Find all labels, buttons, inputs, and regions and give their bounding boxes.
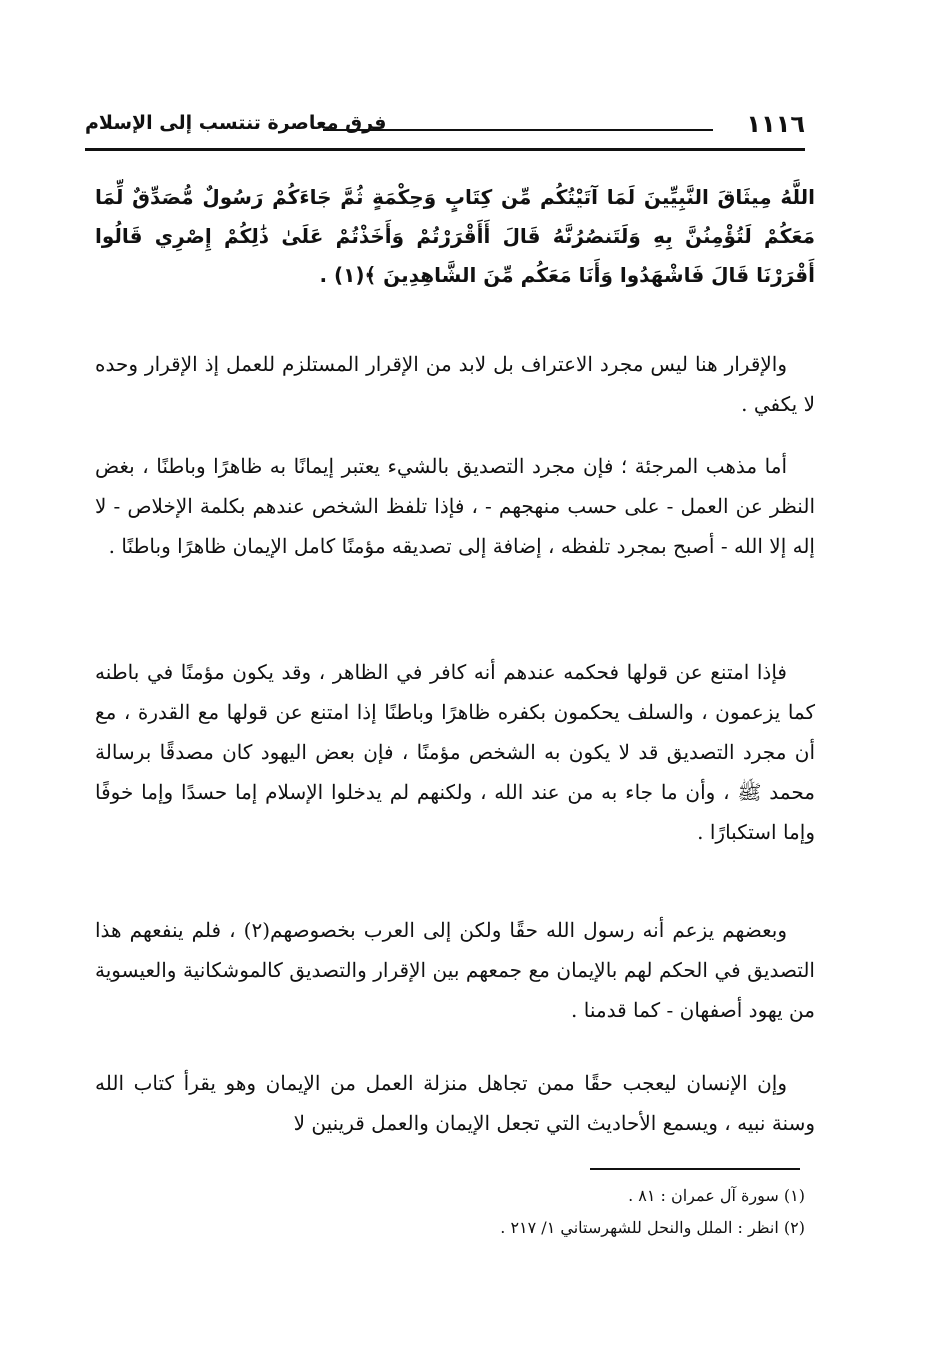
header-rule	[85, 148, 805, 151]
paragraph: وبعضهم يزعم أنه رسول الله حقًا ولكن إلى العرب بخصوصهم(٢) ، فلم ينفعهم هذا التصديق في الحكم لهم بالإيمان مع جمعهم بين الإقرار والتصديق كالموشكانية والعيسوية من يهود أصفهان - كما قدمنا .	[95, 918, 815, 1022]
paragraph: وإن الإنسان ليعجب حقًا ممن تجاهل منزلة العمل من الإيمان وهو يقرأ كتاب الله وسنة نبيه ، ويسمع الأحاديث التي تجعل الإيمان والعمل قرينين لا	[95, 1071, 815, 1135]
footnote-separator	[590, 1168, 800, 1170]
paragraph: أما مذهب المرجئة ؛ فإن مجرد التصديق بالشيء يعتبر إيمانًا به ظاهرًا وباطنًا ، بغض النظر عن العمل - على حسب منهجهم - ، فإذا تلفظ الشخص عندهم بكلمة الإخلاص - لا إله إلا الله - أصبح بمجرد تلفظه ، إضافة إلى تصديقه مؤمنًا كامل الإيمان ظاهرًا وباطنًا .	[95, 454, 815, 558]
footnotes	[95, 1180, 805, 1244]
page-header	[85, 104, 805, 148]
page-number: ١١١٦	[746, 110, 805, 138]
quran-verse: اللَّهُ مِيثَاقَ النَّبِيِّينَ لَمَا آتَيْتُكُم مِّن كِتَابٍ وَحِكْمَةٍ ثُمَّ جَاءَكُمْ رَسُولٌ مُّصَدِّقٌ لِّمَا مَعَكُمْ لَتُؤْمِنُنَّ بِهِ وَلَتَنصُرُنَّهُ قَالَ أَأَقْرَرْتُمْ وَأَخَذْتُمْ عَلَىٰ ذَٰلِكُمْ إِصْرِي قَالُوا أَقْرَرْنَا قَالَ فَاشْهَدُوا وَأَنَا مَعَكُم مِّنَ الشَّاهِدِينَ ﴾(١) .	[95, 185, 815, 287]
footnote-1: (١) سورة آل عمران : ٨١ .	[628, 1186, 805, 1205]
paragraph: فإذا امتنع عن قولها فحكمه عندهم أنه كافر في الظاهر ، وقد يكون مؤمنًا في باطنه كما يزعمون ، والسلف يحكمون بكفره ظاهرًا وباطنًا إذا امتنع عن قولها مع القدرة ، مع أن مجرد التصديق قد لا يكون به الشخص مؤمنًا ، فإن بعض اليهود كان مصدقًا برسالة محمد ﷺ ، وأن ما جاء به من عند الله ، ولكنهم لم يدخلوا الإسلام إما حسدًا وإما خوفًا وإما استكبارًا .	[95, 660, 815, 844]
running-title: فرق معاصرة تنتسب إلى الإسلام	[85, 112, 387, 134]
paragraph: والإقرار هنا ليس مجرد الاعتراف بل لابد من الإقرار المستلزم للعمل إذ الإقرار وحده لا يكفي .	[95, 352, 815, 416]
footnote-2: (٢) انظر : الملل والنحل للشهرستاني ١/ ٢١٧ .	[500, 1218, 805, 1237]
